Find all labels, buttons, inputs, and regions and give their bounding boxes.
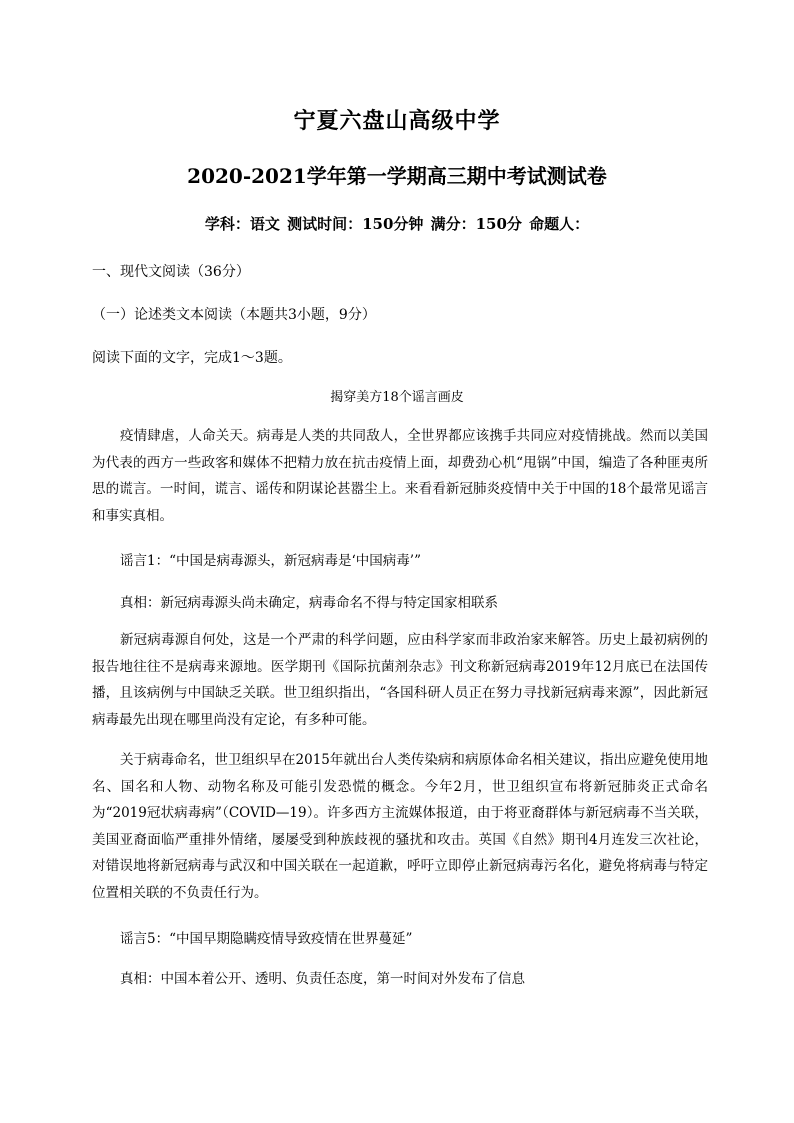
truth-1: 真相：新冠病毒源头尚未确定，病毒命名不得与特定国家相联系 (120, 595, 498, 611)
rumor-5: 谣言5：“中国早期隐瞒疫情导致疫情在世界蔓延” (120, 931, 413, 947)
school-name: 宁夏六盘山高级中学 (293, 108, 501, 134)
article-paragraph: 疫情肆虐，人命关天。病毒是人类的共同敌人，全世界都应该携手共同应对疫情挑战。然而以美国为代表的西方一些政客和媒体不把精力放在抗击疫情上面，却费劲心机“甩锅”中国，编造了各种匪夷所思的谎言。一时间，谎言、谣传和阴谋论甚嚣尘上。来看看新冠肺炎疫情中关于中国的18个最常见谣言和事实真相。 (92, 428, 708, 524)
reading-instruction: 阅读下面的文字，完成1～3题。 (92, 350, 292, 366)
section-heading: 一、现代文阅读（36分） (92, 264, 250, 280)
truth-5: 真相：中国本着公开、透明、负责任态度，第一时间对外发布了信息 (120, 971, 525, 987)
article-title: 揭穿美方18个谣言画皮 (330, 390, 464, 405)
article-paragraph: 关于病毒命名，世卫组织早在2015年就出台人类传染病和病原体命名相关建议，指出应避免使用地名、国名和人物、动物名称及可能引发恐慌的概念。今年2月，世卫组织宣布将新冠肺炎正式命名为“2019冠状病毒病”（COVID—19）。许多西方主流媒体报道，由于将亚裔群体与新冠病毒不当关联，美国亚裔面临严重排外情绪，屡屡受到种族歧视的骚扰和攻击。英国《自然》期刊4月连发三次社论，对错误地将新冠病毒与武汉和中国关联在一起道歉，呼吁立即停止新冠病毒污名化，避免将病毒与特定位置相关联的不负责任行为。 (92, 752, 708, 901)
rumor-1: 谣言1：“中国是病毒源头，新冠病毒是‘中国病毒’” (120, 553, 421, 569)
article-paragraph: 新冠病毒源自何处，这是一个严肃的科学问题，应由科学家而非政治家来解答。历史上最初病例的报告地往往不是病毒来源地。医学期刊《国际抗菌剂杂志》刊文称新冠病毒2019年12月底已在法国传播，且该病例与中国缺乏关联。世卫组织指出，“各国科研人员正在努力寻找新冠病毒来源”，因此新冠病毒最先出现在哪里尚没有定论，有多种可能。 (92, 632, 708, 728)
exam-info: 学科：语文 测试时间：150分钟 满分：150分 命题人： (204, 215, 590, 233)
section-subheading: （一）论述类文本阅读（本题共3小题，9分） (92, 307, 376, 323)
exam-title: 2020-2021学年第一学期高三期中考试测试卷 (187, 164, 607, 188)
